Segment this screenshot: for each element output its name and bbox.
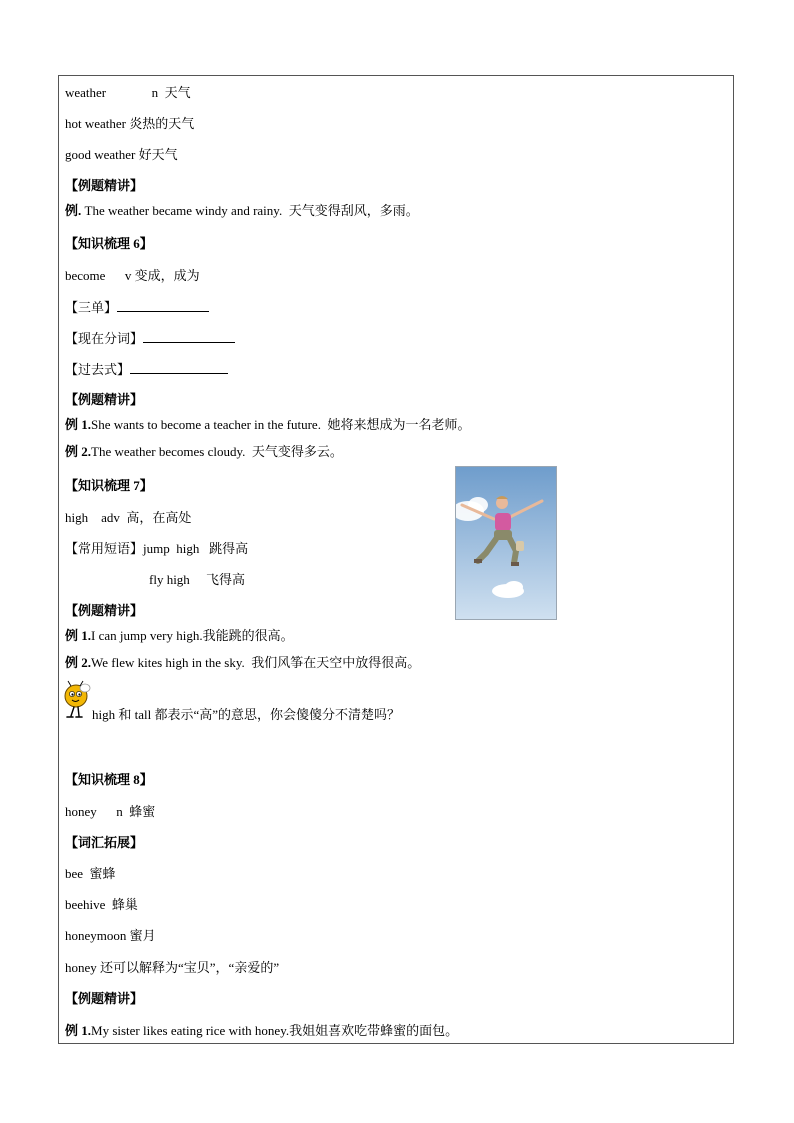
- example-label: 例 1.: [65, 1023, 92, 1038]
- example-label: 例 2.: [65, 444, 92, 459]
- past-tense-row: [65, 361, 228, 378]
- example-label: 例 2.: [65, 655, 92, 670]
- word-beehive: beehive 蜂巢: [65, 897, 138, 912]
- answer-blank[interactable]: [130, 361, 228, 374]
- honey-meaning-note: honey 还可以解释为“宝贝”，“亲爱的”: [65, 960, 280, 975]
- section-heading-knowledge-7: 【知识梳理 7】: [65, 478, 153, 493]
- bee-tip-question: high 和 tall 都表示“高”的意思，你会傻傻分不清楚吗？: [92, 707, 401, 722]
- example-label: 例.: [65, 203, 85, 218]
- section-heading-examples: 【例题精讲】: [65, 178, 144, 193]
- example-text: The weather became windy and rainy. 天气变得刮风，多雨。: [84, 203, 419, 218]
- past-tense-label: 【过去式】: [65, 362, 131, 377]
- word-high: high adv 高，在高处: [65, 510, 192, 525]
- section-heading-examples: 【例题精讲】: [65, 603, 144, 618]
- common-phrase-jump-high: 【常用短语】jump high 跳得高: [65, 541, 249, 556]
- word-become: become v 变成，成为: [65, 268, 200, 283]
- jumping-person-photo: [455, 466, 557, 620]
- example-sentence: [65, 444, 343, 460]
- section-heading-examples: 【例题精讲】: [65, 392, 144, 407]
- section-heading-examples: 【例题精讲】: [65, 991, 144, 1006]
- answer-blank[interactable]: [117, 299, 209, 312]
- example-label: 例 1.: [65, 628, 92, 643]
- example-text: The weather becomes cloudy. 天气变得多云。: [91, 444, 343, 459]
- example-text: We flew kites high in the sky. 我们风筝在天空中放得很高。: [91, 655, 421, 670]
- phrase-good-weather: good weather 好天气: [65, 147, 178, 162]
- example-text: I can jump very high.我能跳的很高。: [91, 628, 294, 643]
- third-person-label: 【三单】: [65, 300, 118, 315]
- cartoon-bee-icon: [63, 680, 91, 720]
- content-frame: [58, 75, 734, 1044]
- example-sentence: [65, 655, 420, 671]
- photo-illustration: [456, 467, 556, 619]
- example-text: My sister likes eating rice with honey.我姐姐喜欢吃带蜂蜜的面包。: [91, 1023, 459, 1038]
- answer-blank[interactable]: [143, 330, 235, 343]
- common-phrase-fly-high: fly high 飞得高: [149, 572, 246, 587]
- phrase-hot-weather: hot weather 炎热的天气: [65, 116, 195, 131]
- word-weather: weather n 天气: [65, 85, 191, 100]
- example-sentence: [65, 1023, 458, 1039]
- present-participle-row: [65, 330, 235, 347]
- word-honey: honey n 蜂蜜: [65, 804, 156, 819]
- third-person-row: [65, 299, 209, 316]
- word-bee: bee 蜜蜂: [65, 866, 116, 881]
- example-sentence: [65, 628, 294, 644]
- section-heading-knowledge-8: 【知识梳理 8】: [65, 772, 153, 787]
- present-participle-label: 【现在分词】: [65, 331, 144, 346]
- example-text: She wants to become a teacher in the future. 她将来想成为一名老师。: [91, 417, 471, 432]
- example-sentence: [65, 417, 470, 433]
- section-heading-vocab-extension: 【词汇拓展】: [65, 835, 144, 850]
- example-label: 例 1.: [65, 417, 92, 432]
- section-heading-knowledge-6: 【知识梳理 6】: [65, 236, 153, 251]
- word-honeymoon: honeymoon 蜜月: [65, 928, 156, 943]
- example-sentence: [65, 203, 419, 219]
